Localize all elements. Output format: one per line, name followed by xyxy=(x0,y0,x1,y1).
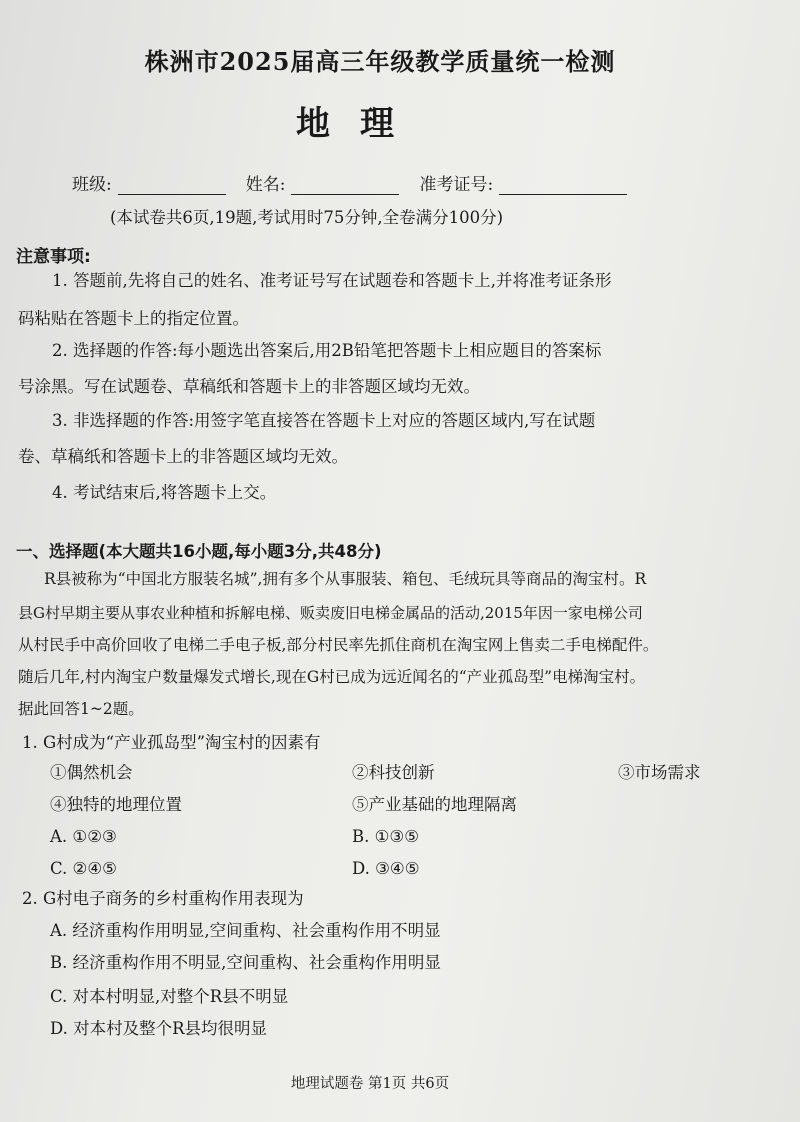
notice-line: 4. 考试结束后,将答题卡上交。 xyxy=(52,483,277,502)
exam-info: (本试卷共6页,19题,考试用时75分钟,全卷满分100分) xyxy=(110,208,504,227)
name-blank[interactable] xyxy=(291,176,399,195)
exam-title: 株洲市2025届高三年级教学质量统一检测 xyxy=(144,47,616,76)
notice-heading: 注意事项: xyxy=(16,247,91,267)
q1-option-d[interactable]: D. ③④⑤ xyxy=(352,859,420,878)
notice-line: 码粘贴在答题卡上的指定位置。 xyxy=(18,309,249,328)
q1-option-b[interactable]: B. ①③⑤ xyxy=(352,827,419,846)
factor-3: ③市场需求 xyxy=(618,763,701,782)
exam-id-blank[interactable] xyxy=(499,176,627,195)
passage-line: R县被称为“中国北方服装名城”,拥有多个从事服装、箱包、毛绒玩具等商品的淘宝村。R xyxy=(44,570,647,588)
question-2-stem: 2. G村电子商务的乡村重构作用表现为 xyxy=(22,889,304,908)
factor-1: ①偶然机会 xyxy=(50,763,133,782)
q1-option-c[interactable]: C. ②④⑤ xyxy=(50,859,117,878)
passage-line: 随后几年,村内淘宝户数量爆发式增长,现在G村已成为远近闻名的“产业孤岛型”电梯淘宝村。 xyxy=(18,668,646,686)
name-label: 姓名: xyxy=(245,175,286,195)
factor-5: ⑤产业基础的地理隔离 xyxy=(352,795,517,814)
notice-line: 3. 非选择题的作答:用签字笔直接答在答题卡上对应的答题区域内,写在试题 xyxy=(52,411,596,430)
question-1-stem: 1. G村成为“产业孤岛型”淘宝村的因素有 xyxy=(22,733,321,752)
q2-option-d[interactable]: D. 对本村及整个R县均很明显 xyxy=(50,1019,268,1038)
q2-option-a[interactable]: A. 经济重构作用明显,空间重构、社会重构作用不明显 xyxy=(50,921,441,940)
passage-line: 县G村早期主要从事农业种植和拆解电梯、贩卖废旧电梯金属品的活动,2015年因一家电梯公司 xyxy=(18,604,643,622)
notice-line: 2. 选择题的作答:每小题选出答案后,用2B铅笔把答题卡上相应题目的答案标 xyxy=(52,341,602,360)
passage-line: 从村民手中高价回收了电梯二手电子板,部分村民率先抓住商机在淘宝网上售卖二手电梯配件。 xyxy=(18,636,659,654)
q2-option-b[interactable]: B. 经济重构作用不明显,空间重构、社会重构作用明显 xyxy=(50,953,441,972)
passage-line: 据此回答1~2题。 xyxy=(18,700,144,718)
notice-line: 号涂黑。写在试题卷、草稿纸和答题卡上的非答题区域均无效。 xyxy=(18,377,480,396)
factor-4: ④独特的地理位置 xyxy=(50,795,182,814)
q1-option-a[interactable]: A. ①②③ xyxy=(50,827,117,846)
class-label: 班级: xyxy=(72,175,112,195)
section-heading: 一、选择题(本大题共16小题,每小题3分,共48分) xyxy=(16,542,382,561)
student-fields xyxy=(72,170,647,195)
class-blank[interactable] xyxy=(118,176,226,195)
factor-2: ②科技创新 xyxy=(352,763,435,782)
exam-id-label: 准考证号: xyxy=(419,175,494,195)
q2-option-c[interactable]: C. 对本村明显,对整个R县不明显 xyxy=(50,987,289,1006)
notice-line: 1. 答题前,先将自己的姓名、准考证号写在试题卷和答题卡上,并将准考证条形 xyxy=(52,271,612,290)
subject-title: 地理 xyxy=(296,104,424,144)
notice-line: 卷、草稿纸和答题卡上的非答题区域均无效。 xyxy=(18,447,348,466)
page-footer: 地理试题卷 第1页 共6页 xyxy=(290,1076,450,1092)
